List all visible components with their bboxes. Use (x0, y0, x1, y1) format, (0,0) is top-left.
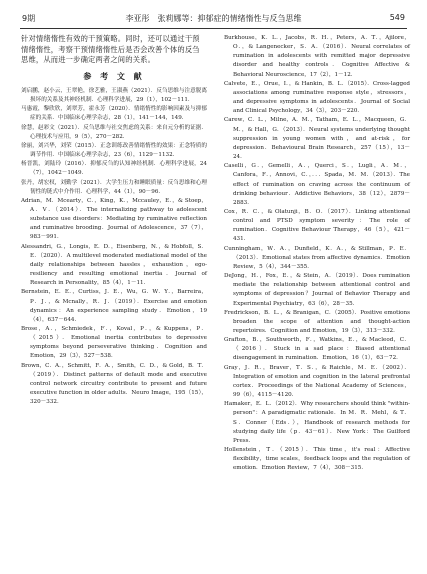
reference-item: Hollenstein，T．（2015）．This time，it's real：Affective flexibility，time scales，feedback loops and the regulation of emotion．Emotion Review，7（4），308－315． (224, 447, 410, 472)
reference-item: Adrian，M．Mcearty，C．，King，K．，Mccauley，E．，& Stoep，A．V．（2014）．The internalizing pathway to adolescent substance use disorders：Mediating by ruminative reflection and ruminative brooding．Journal of Adolescence，37（7），983－991． (21, 197, 207, 241)
page-number: 549 (389, 13, 405, 22)
reference-item: Caselli，G．，Gemelli，A．，Querci，S．，Lugli，A．M．，Canfora，F．，Annovi，C．，．．．Spada，M．M．（2013）．The effect of rumination on craving across the continuum of drinking behaviour．Addictive Behaviors，38（12），2879－2883． (224, 163, 410, 206)
references-list-left (21, 87, 207, 407)
issue-number: 9期 (22, 14, 36, 23)
references-heading: 参 考 文 献 (83, 71, 145, 81)
running-header (20, 10, 407, 29)
reference-item: Hamaker，E．L．（2012）．Why researchers should think "within-person"：A paradigmatic rationale．In M．R．Mehl，& T．S．Conner（Eds．），Handbook of research methods for studying daily life（p．43－61）．New York：The Guilford Press． (224, 401, 410, 444)
reference-item: Carew，C．L．，Milne，A．M．，Tatham，E．L．，Macqueen，G．M．，& Hall，G．（2013）．Neural systems underlying thought suppression in young women with，and at-risk，for depression．Behavioural Brain Research，257（15），13－24． (224, 117, 410, 161)
reference-item: Grafton，B．，Southworth，F．，Watkins，E．，& Macleod，C．（2016）．Stuck in a sad place：Biased attentional disengagement in rumination．Emotion，16（1），63－72． (224, 337, 410, 362)
reference-item: 刘启鹏，赵小云，王翠艳，徐艺雅，王淑燕（2021）．反刍思维与注意脱离损坏的关系及其神经机制．心理科学进展，29（1），102－111． (21, 87, 207, 104)
reference-item: 马惠霞，黎欣欣，刘翠芳，霍永芳（2020）．情绪惰性的影响因素及与抑郁症的关系．中国临床心理学杂志，28（1），141－144，149． (21, 106, 207, 122)
reference-item: Cox，R．C．，& Olatunji，B．O．（2017）．Linking attentional control and PTSD symptom severity：The role of rumination．Cognitive Behaviour Therapy，46（5），421－431． (224, 208, 410, 243)
reference-item: Burkhouse，K．L．，Jacobs，R．H．，Peters，A．T．，Ajilore，O．，& Langenecker，S．A．（2016）．Neural correlates of rumination in adolescents with remitted major depressive disorder and healthy controls．Cognitive Affective & Behavioral Neuroscience，17（2），1－12． (224, 35, 410, 78)
reference-item: Fredrickson，B．L．，& Branigan，C．（2005）．Positive emotions broaden the scope of attention and thought-action repertoires．Cognition and Emotion，19（3），313－332． (224, 309, 410, 334)
intro-paragraph: 针对情绪惰性有效的干预策略。同时，还可以通过干预情绪惰性，考察干预情绪惰性后是否会改善个体的反刍思维，从而进一步确定两者之间的关系。 (21, 34, 200, 65)
reference-item: 徐慧，赵彩文（2021）．反刍思维与社交焦虑的关系：来自元分析的证据．心理技术与应用，9（5），270－282． (21, 124, 207, 140)
reference-item: DeJong，H．，Fox，E．，& Stein，A．（2019）．Does rumination mediate the relationship between attentional control and symptoms of depression？Journal of Behavior Therapy and Experimental Psychiatry，63（6），28－35． (224, 273, 410, 307)
reference-item: Cunningham，W．A．，Dunfield，K．A．，& Stillman，P．E．（2013）．Emotional states from affective dynamics．Emotion Review，5（4），344－355． (224, 245, 410, 270)
reference-item: 徐丽，刘兴华，刘荣（2015）．正念训练改善情绪惰性的效果：正念特质的调节作用．中国临床心理学杂志，23（6），1129－1132． (21, 142, 207, 159)
reference-item: Bernstein，E．E．，Curtiss，J．E．，Wu，G．W．Y．，Barreira，P．J．，& Mcnally，R．J．（2019）．Exercise and emotion dynamics：An experience sampling study．Emotion，19（4），637－644． (21, 289, 207, 323)
running-title: 李亚彤 张莉娜等：抑郁症的情绪惰性与反刍思维 (125, 14, 302, 23)
reference-item: Calvete，E．，Orue，I．，& Hankin，B．L．（2015）．Cross-lagged associations among ruminative response style，stressors，and depressive symptoms in adolescents．Journal of Social and Clinical Psychology，34（3），203－220． (224, 80, 410, 115)
reference-item: 杨晋凯，刘陆玲（2016）．抑郁反刍的认知神经机制．心理科学进展，24（7），1042－1049． (21, 161, 207, 177)
reference-item: Alessandri，G．，Longis，E．D．，Eisenberg，N．，& Hobfoll，S．E．（2020）．A multilevel moderated mediational model of the daily relationships between hassles，exhaustion，ego-resiliency and resulting emotional inertia．Journal of Research in Personality，85（4），1－11． (21, 243, 207, 287)
reference-item: Brown，C．A．，Schmitt，F．A．，Smith，C．D．，& Gold，B．T．（2019）．Distinct patterns of default mode and executive control network circuitry contribute to present and future executive function in older adults．Neuro Image，195（15），320－332． (21, 362, 207, 406)
left-column (21, 34, 207, 407)
references-list-right (224, 34, 410, 474)
reference-item: Brose，A．，Schmiedek，F．，Koval，P．，& Kuppens，P．（2015）．Emotional inertia contributes to depressive symptoms beyond perseverative thinking．Cognition and Emotion，29（3），527－538． (21, 326, 207, 360)
reference-item: 张丹，胡宏权，刘勤学（2021）．大学生压力和睡眠质量：反刍思维和心理韧性的链式中介作用．心理科学，44（1），90－96． (21, 179, 207, 195)
reference-item: Gray，J．R．，Braver，T．S．，& Raichle，M．E．（2002）．Integration of emotion and cognition in the lateral prefrontal cortex．Proceedings of the National Academy of Sciences，99（6），4115－4120． (224, 364, 410, 399)
right-column (224, 34, 410, 474)
